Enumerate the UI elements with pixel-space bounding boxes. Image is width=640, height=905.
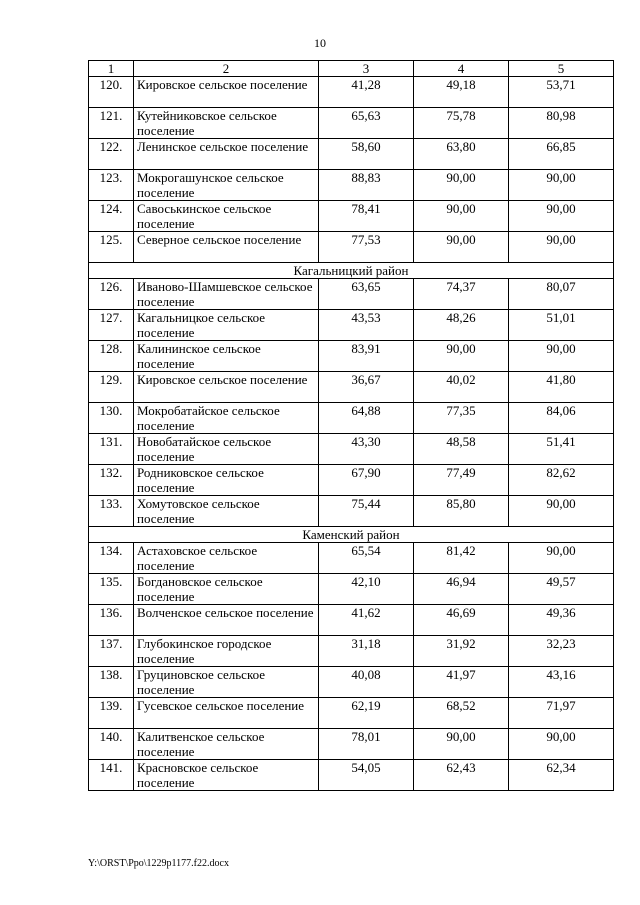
footer-file-path: Y:\ORST\Ppo\1229p1177.f22.docx [88, 858, 229, 869]
row-number: 130. [89, 403, 134, 434]
value-col-5: 82,62 [509, 465, 614, 496]
settlement-name: Красновское сельское поселение [134, 760, 319, 791]
value-col-4: 90,00 [414, 341, 509, 372]
value-col-3: 58,60 [319, 139, 414, 170]
row-number: 136. [89, 605, 134, 636]
value-col-4: 81,42 [414, 543, 509, 574]
row-number: 137. [89, 636, 134, 667]
settlement-name: Кировское сельское поселение [134, 77, 319, 108]
value-col-4: 77,35 [414, 403, 509, 434]
row-number: 135. [89, 574, 134, 605]
row-number: 125. [89, 232, 134, 263]
row-number: 123. [89, 170, 134, 201]
value-col-4: 77,49 [414, 465, 509, 496]
column-header: 5 [509, 61, 614, 77]
table-row [89, 605, 614, 636]
value-col-5: 32,23 [509, 636, 614, 667]
table-row [89, 496, 614, 527]
row-number: 138. [89, 667, 134, 698]
table-row [89, 341, 614, 372]
row-number: 131. [89, 434, 134, 465]
district-title: Каменский район [89, 527, 614, 543]
value-col-4: 74,37 [414, 279, 509, 310]
value-col-5: 90,00 [509, 496, 614, 527]
value-col-5: 49,36 [509, 605, 614, 636]
value-col-4: 90,00 [414, 232, 509, 263]
settlement-name: Астаховское сельское поселение [134, 543, 319, 574]
value-col-5: 71,97 [509, 698, 614, 729]
value-col-5: 80,07 [509, 279, 614, 310]
settlement-name: Хомутовское сельское поселение [134, 496, 319, 527]
value-col-5: 90,00 [509, 341, 614, 372]
settlement-name: Груциновское сельское поселение [134, 667, 319, 698]
value-col-3: 31,18 [319, 636, 414, 667]
table-row [89, 372, 614, 403]
column-header: 2 [134, 61, 319, 77]
table-row [89, 636, 614, 667]
value-col-3: 65,63 [319, 108, 414, 139]
table-row [89, 279, 614, 310]
row-number: 121. [89, 108, 134, 139]
value-col-3: 63,65 [319, 279, 414, 310]
settlement-name: Мокрогашунское сельское поселение [134, 170, 319, 201]
settlement-name: Глубокинское городское поселение [134, 636, 319, 667]
page-number: 10 [314, 36, 326, 50]
settlement-name: Мокробатайское сельское поселение [134, 403, 319, 434]
value-col-5: 90,00 [509, 170, 614, 201]
value-col-4: 48,58 [414, 434, 509, 465]
district-header-row [89, 263, 614, 279]
settlement-name: Савоськинское сельское поселение [134, 201, 319, 232]
value-col-4: 41,97 [414, 667, 509, 698]
value-col-5: 51,01 [509, 310, 614, 341]
table-row [89, 465, 614, 496]
value-col-5: 53,71 [509, 77, 614, 108]
value-col-5: 90,00 [509, 201, 614, 232]
table-row [89, 139, 614, 170]
value-col-5: 90,00 [509, 232, 614, 263]
value-col-3: 83,91 [319, 341, 414, 372]
value-col-4: 90,00 [414, 201, 509, 232]
value-col-3: 75,44 [319, 496, 414, 527]
table-row [89, 729, 614, 760]
table-row [89, 108, 614, 139]
row-number: 139. [89, 698, 134, 729]
district-header-row [89, 527, 614, 543]
column-header: 1 [89, 61, 134, 77]
row-number: 132. [89, 465, 134, 496]
value-col-4: 62,43 [414, 760, 509, 791]
table-row [89, 77, 614, 108]
table-row [89, 760, 614, 791]
settlement-name: Ленинское сельское поселение [134, 139, 319, 170]
value-col-3: 65,54 [319, 543, 414, 574]
table-row [89, 434, 614, 465]
row-number: 122. [89, 139, 134, 170]
value-col-3: 41,62 [319, 605, 414, 636]
value-col-4: 46,94 [414, 574, 509, 605]
value-col-3: 43,53 [319, 310, 414, 341]
value-col-3: 41,28 [319, 77, 414, 108]
value-col-4: 40,02 [414, 372, 509, 403]
row-number: 141. [89, 760, 134, 791]
settlement-name: Калитвенское сельское поселение [134, 729, 319, 760]
row-number: 140. [89, 729, 134, 760]
value-col-3: 64,88 [319, 403, 414, 434]
settlement-name: Кагальницкое сельское поселение [134, 310, 319, 341]
value-col-3: 77,53 [319, 232, 414, 263]
settlement-name: Кутейниковское сельское поселение [134, 108, 319, 139]
value-col-5: 43,16 [509, 667, 614, 698]
settlement-name: Родниковское сельское поселение [134, 465, 319, 496]
value-col-5: 84,06 [509, 403, 614, 434]
value-col-4: 46,69 [414, 605, 509, 636]
value-col-4: 31,92 [414, 636, 509, 667]
settlement-name: Богдановское сельское поселение [134, 574, 319, 605]
settlement-name: Волченское сельское поселение [134, 605, 319, 636]
row-number: 126. [89, 279, 134, 310]
value-col-3: 40,08 [319, 667, 414, 698]
settlement-name: Новобатайское сельское поселение [134, 434, 319, 465]
value-col-5: 41,80 [509, 372, 614, 403]
data-table [88, 60, 614, 791]
value-col-3: 62,19 [319, 698, 414, 729]
value-col-4: 68,52 [414, 698, 509, 729]
value-col-3: 43,30 [319, 434, 414, 465]
value-col-5: 90,00 [509, 729, 614, 760]
settlement-name: Кировское сельское поселение [134, 372, 319, 403]
row-number: 134. [89, 543, 134, 574]
row-number: 124. [89, 201, 134, 232]
table-row [89, 574, 614, 605]
value-col-4: 90,00 [414, 729, 509, 760]
row-number: 120. [89, 77, 134, 108]
value-col-4: 63,80 [414, 139, 509, 170]
value-col-5: 80,98 [509, 108, 614, 139]
value-col-4: 48,26 [414, 310, 509, 341]
district-title: Кагальницкий район [89, 263, 614, 279]
value-col-3: 78,41 [319, 201, 414, 232]
column-header: 4 [414, 61, 509, 77]
settlement-name: Иваново-Шамшевское сельское поселение [134, 279, 319, 310]
table-row [89, 543, 614, 574]
row-number: 127. [89, 310, 134, 341]
table-body [89, 77, 614, 791]
value-col-3: 78,01 [319, 729, 414, 760]
settlement-name: Калининское сельское поселение [134, 341, 319, 372]
table-row [89, 403, 614, 434]
value-col-4: 90,00 [414, 170, 509, 201]
value-col-5: 49,57 [509, 574, 614, 605]
value-col-4: 49,18 [414, 77, 509, 108]
row-number: 129. [89, 372, 134, 403]
table-row [89, 170, 614, 201]
value-col-3: 36,67 [319, 372, 414, 403]
value-col-5: 62,34 [509, 760, 614, 791]
settlement-name: Северное сельское поселение [134, 232, 319, 263]
value-col-3: 42,10 [319, 574, 414, 605]
table-header-row [89, 61, 614, 77]
table-row [89, 698, 614, 729]
table-row [89, 201, 614, 232]
value-col-3: 88,83 [319, 170, 414, 201]
value-col-5: 66,85 [509, 139, 614, 170]
settlement-name: Гусевское сельское поселение [134, 698, 319, 729]
value-col-5: 51,41 [509, 434, 614, 465]
value-col-3: 54,05 [319, 760, 414, 791]
value-col-4: 85,80 [414, 496, 509, 527]
value-col-4: 75,78 [414, 108, 509, 139]
table-row [89, 232, 614, 263]
table-row [89, 667, 614, 698]
column-header: 3 [319, 61, 414, 77]
table-row [89, 310, 614, 341]
row-number: 128. [89, 341, 134, 372]
row-number: 133. [89, 496, 134, 527]
value-col-5: 90,00 [509, 543, 614, 574]
value-col-3: 67,90 [319, 465, 414, 496]
